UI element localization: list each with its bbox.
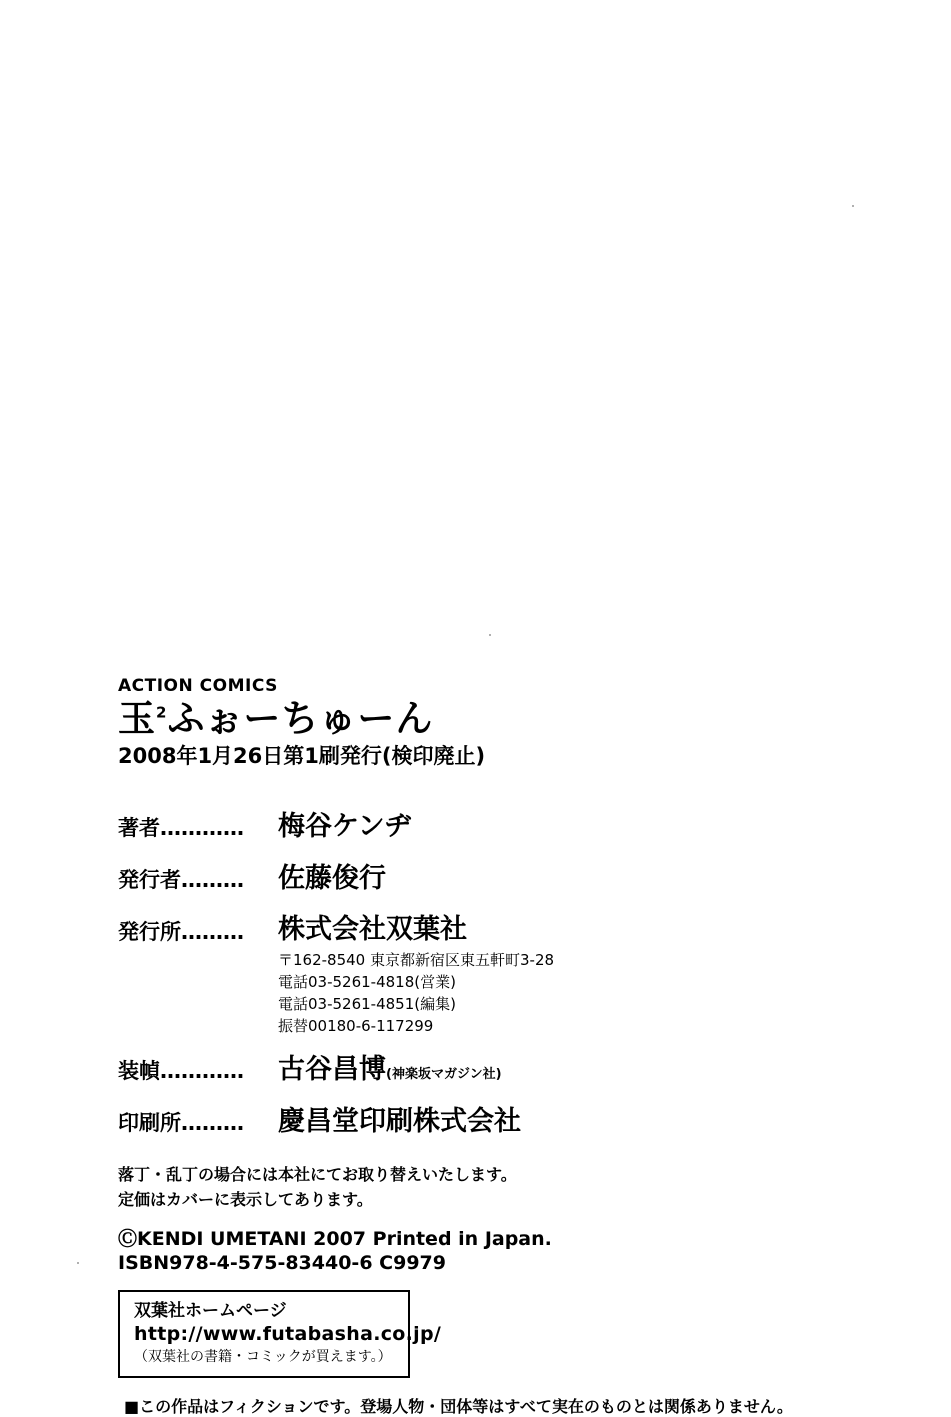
title-main-before: 玉 [118, 697, 156, 740]
credit-row-publisher-person [118, 864, 818, 894]
copyright-block [118, 1227, 818, 1276]
credits-list [118, 812, 818, 1137]
notice-defective-copy: 落丁・乱丁の場合には本社にてお取り替えいたします。 [118, 1165, 517, 1185]
colophon [118, 676, 818, 1417]
homepage-note: （双葉社の書籍・コミックが買えます。） [134, 1349, 392, 1366]
credit-row-publisher-company [118, 916, 818, 1037]
page-speck-top [852, 205, 854, 207]
credit-value-design-note: (神楽坂マガジン社) [386, 1067, 502, 1083]
credit-value-design-name: 古谷昌博 [278, 1054, 386, 1086]
publisher-address [278, 950, 554, 1037]
credit-row-author [118, 812, 818, 842]
notice-price: 定価はカバーに表示してあります。 [118, 1190, 373, 1210]
credit-value-design [278, 1056, 502, 1084]
credit-label-publisher-person: 発行者……… [118, 868, 244, 892]
fiction-disclaimer: ■この作品はフィクションです。登場人物・団体等はすべて実在のものとは関係ありません。 [124, 1396, 793, 1416]
credit-label-author: 著者………… [118, 816, 244, 840]
credit-row-design [118, 1055, 818, 1085]
publisher-phone-editorial: 電話03-5261-4851(編集) [278, 994, 456, 1013]
publisher-giro-account: 振替00180-6-117299 [278, 1016, 434, 1035]
publisher-address-line: 〒162-8540 東京都新宿区東五軒町3-28 [278, 951, 555, 970]
notices [118, 1163, 818, 1213]
credit-label-printer: 印刷所……… [118, 1111, 244, 1136]
publisher-phone-sales: 電話03-5261-4818(営業) [278, 973, 456, 992]
isbn-line: ISBN978-4-575-83440-6 C9979 [118, 1252, 446, 1275]
credit-value-publisher-person: 佐藤俊行 [278, 863, 386, 894]
credit-value-author: 梅谷ケンヂ [278, 811, 412, 842]
page-speck-left [77, 1262, 79, 1264]
copyright-line: ⒸKENDI UMETANI 2007 Printed in Japan. [118, 1227, 552, 1250]
print-date: 2008年1月26日第1刷発行(検印廃止) [118, 744, 486, 768]
page-speck-mid [489, 634, 491, 636]
credit-label-publisher-company: 発行所……… [118, 920, 244, 944]
homepage-box [118, 1290, 442, 1378]
title-superscript: 2 [156, 703, 168, 722]
credit-label-design: 装幀………… [118, 1059, 244, 1084]
title-main-after: ふぉーちゅーん [167, 697, 434, 740]
homepage-title: 双葉社ホームページ [134, 1300, 287, 1321]
series-label: ACTION COMICS [118, 676, 278, 696]
page-title [118, 697, 818, 740]
credit-row-printer [118, 1107, 818, 1137]
homepage-url[interactable]: http://www.futabasha.co.jp/ [134, 1322, 442, 1345]
credit-value-printer: 慶昌堂印刷株式会社 [278, 1106, 521, 1138]
credit-value-publisher-company: 株式会社双葉社 [278, 914, 467, 945]
